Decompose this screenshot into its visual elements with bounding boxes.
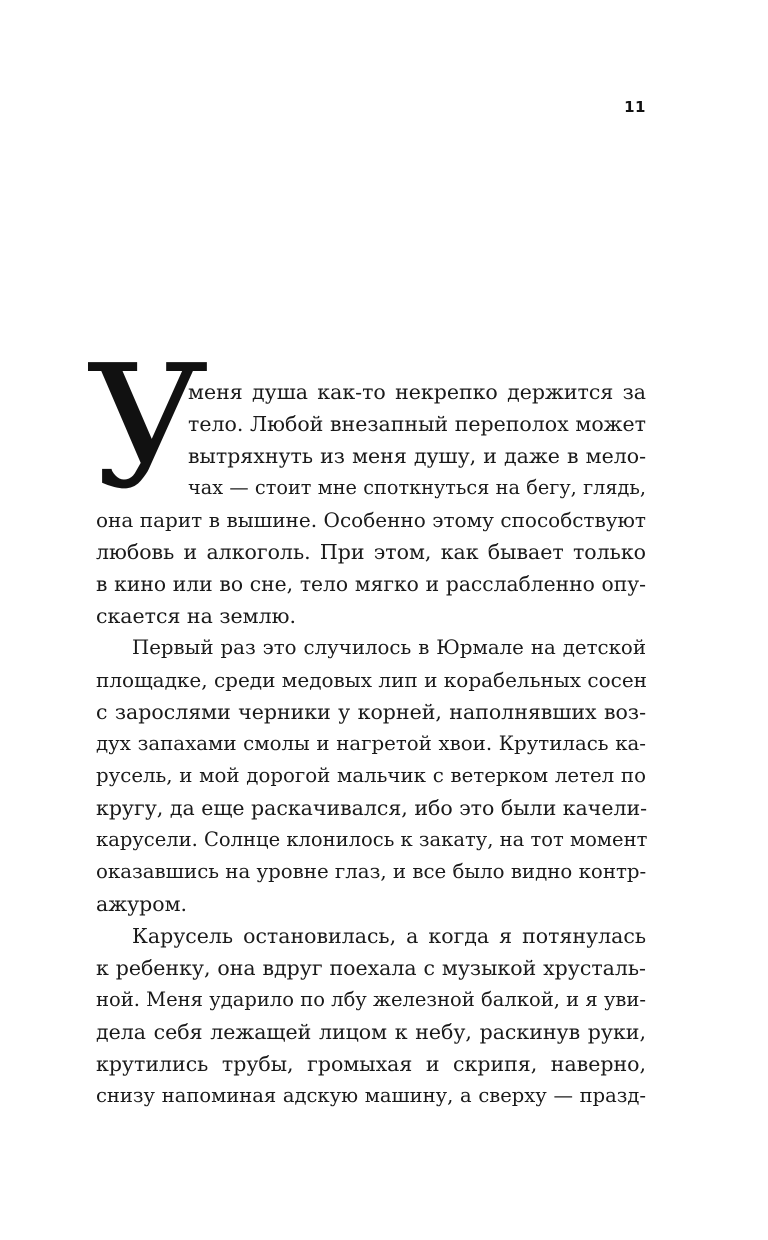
text-line: карусели. Солнце клонилось к закату, на тот момент [96,828,648,851]
text-line: в кино или во сне, тело мягко и расслабленно опу- [96,572,646,596]
text-line: крутились трубы, громыхая и скрипя, наверно, [96,1052,646,1076]
page-number: 11 [624,98,646,116]
text-line: кругу, да еще раскачивался, ибо это были качели- [96,796,648,820]
text-line: с зарослями черники у корней, наполнявших воз- [96,700,646,724]
text-line: чах — стоит мне споткнуться на бегу, глядь, [188,476,646,499]
text-line: Карусель остановилась, а когда я потянулась [132,924,646,948]
text-line: ажуром. [96,892,188,916]
text-line: ной. Меня ударило по лбу железной балкой, и я уви- [96,988,646,1011]
text-line: вытряхнуть из меня душу, и даже в мело- [188,444,646,468]
text-line: русель, и мой дорогой мальчик с ветерком летел по [96,764,646,787]
text-line: скается на землю. [96,604,296,628]
text-line: Первый раз это случилось в Юрмале на детской [132,636,646,659]
drop-cap: У [86,329,209,527]
text-line: она парит в вышине. Особенно этому способствуют [96,508,646,532]
text-line: площадке, среди медовых лип и корабельных сосен [96,668,648,692]
text-line: оказавшись на уровне глаз, и все было видно контр- [96,860,647,883]
text-line: тело. Любой внезапный переполох может [188,412,646,436]
text-line: дух запахами смолы и нагретой хвои. Крутилась ка- [96,732,646,755]
text-line: меня душа как-то некрепко держится за [188,380,646,404]
text-line: дела себя лежащей лицом к небу, раскинув руки, [96,1020,646,1044]
text-line: к ребенку, она вдруг поехала с музыкой хрусталь- [96,956,646,980]
text-line: любовь и алкоголь. При этом, как бывает только [96,540,646,564]
text-line: снизу напоминая адскую машину, а сверху — празд- [96,1084,646,1107]
